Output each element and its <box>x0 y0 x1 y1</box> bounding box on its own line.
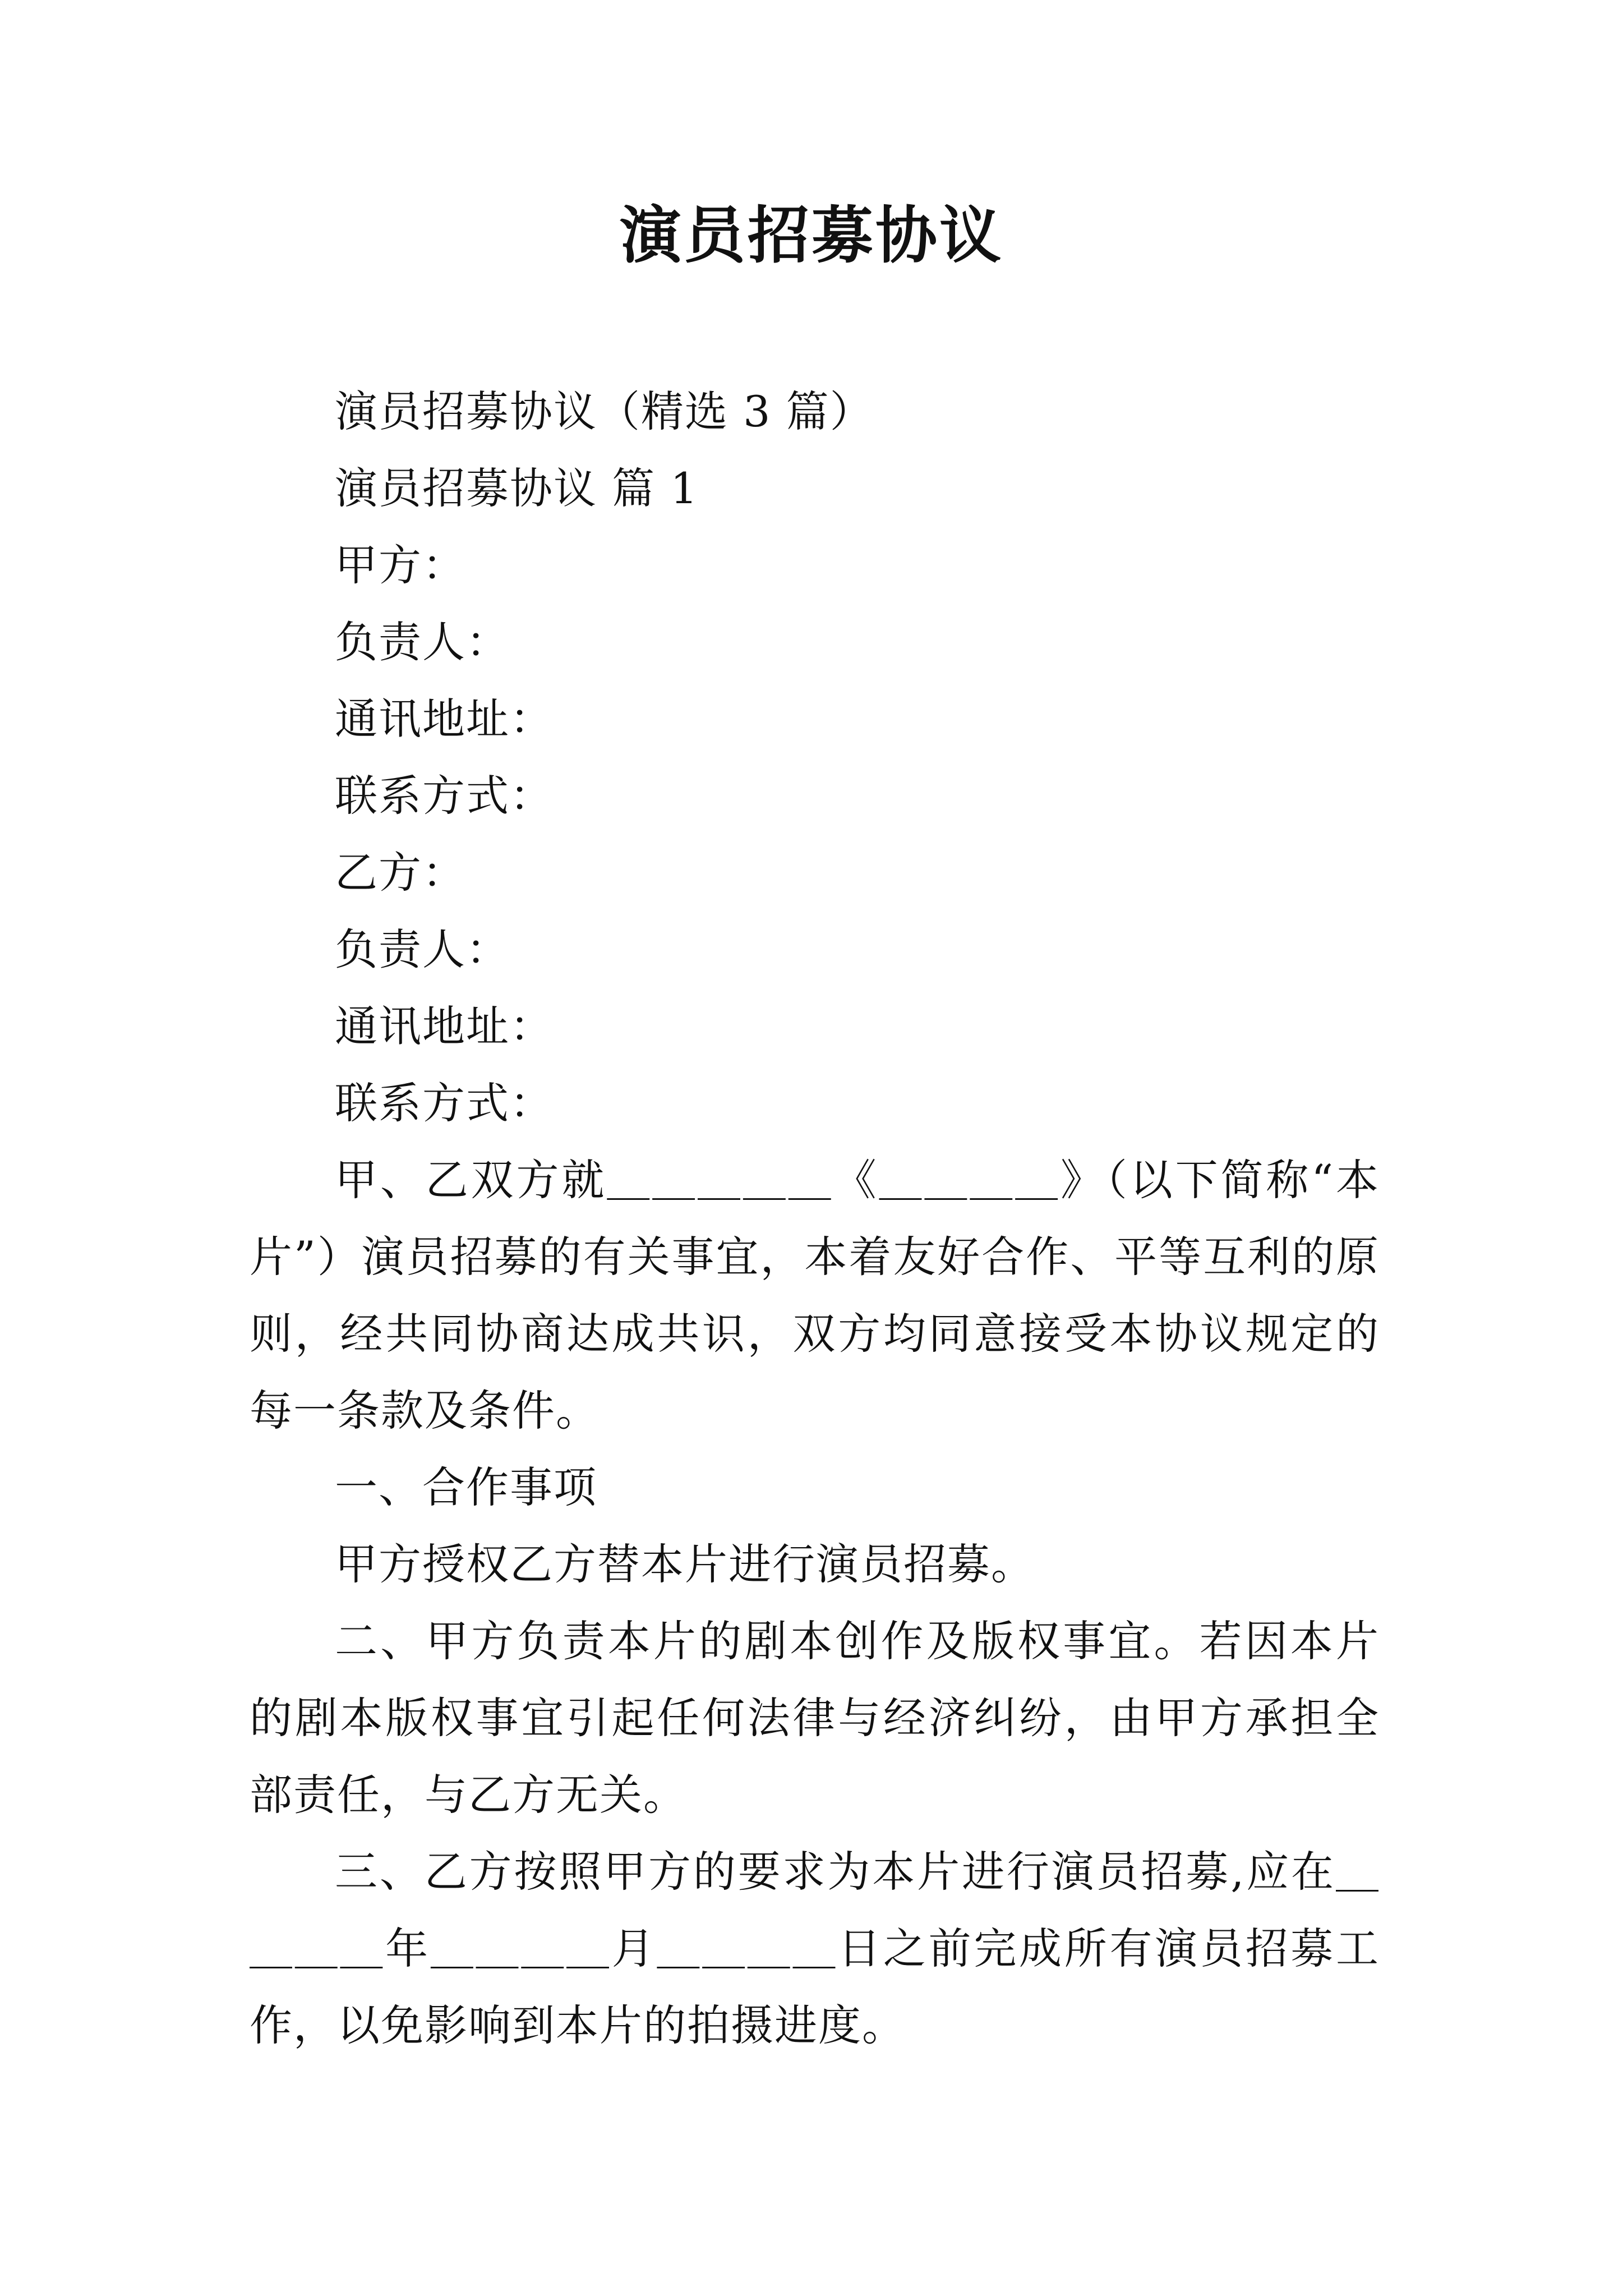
clause-2-paragraph: 二、甲方负责本片的剧本创作及版权事宜。若因本片的剧本版权事宜引起任何法律与经济纠纷，由甲方承担全部责任，与乙方无关。 <box>250 1616 1380 1820</box>
clause-1-body: 甲方授权乙方替本片进行演员招募。 <box>335 1539 1035 1589</box>
party-a-responsible: 负责人： <box>335 617 510 667</box>
party-a-label: 甲方： <box>335 540 466 590</box>
preamble-paragraph: 甲、乙双方就＿＿＿＿＿《＿＿＿＿》（以下简称“本片”）演员招募的有关事宜，本着友好合作、平等互利的原则，经共同协商达成共识，双方均同意接受本协议规定的每一条款及条件。 <box>250 1155 1380 1435</box>
party-b-responsible: 负责人： <box>335 924 510 974</box>
document-body <box>250 373 1380 2064</box>
party-b-contact: 联系方式： <box>335 1078 554 1128</box>
party-a-address: 通讯地址： <box>335 694 554 744</box>
document-title: 演员招募协议 <box>620 199 1003 272</box>
party-b-label: 乙方： <box>335 848 466 898</box>
document-subtitle: 演员招募协议（精选 3 篇） <box>335 386 874 436</box>
clause-3-paragraph: 三、乙方按照甲方的要求为本片进行演员招募,应在＿＿＿＿年＿＿＿＿月＿＿＿＿日之前完成所有演员招募工作，以免影响到本片的拍摄进度。 <box>250 1847 1380 2050</box>
section-heading: 演员招募协议 篇 1 <box>335 463 699 513</box>
party-b-address: 通讯地址： <box>335 1001 554 1051</box>
party-a-contact: 联系方式： <box>335 771 554 821</box>
clause-1-heading: 一、合作事项 <box>335 1462 597 1512</box>
